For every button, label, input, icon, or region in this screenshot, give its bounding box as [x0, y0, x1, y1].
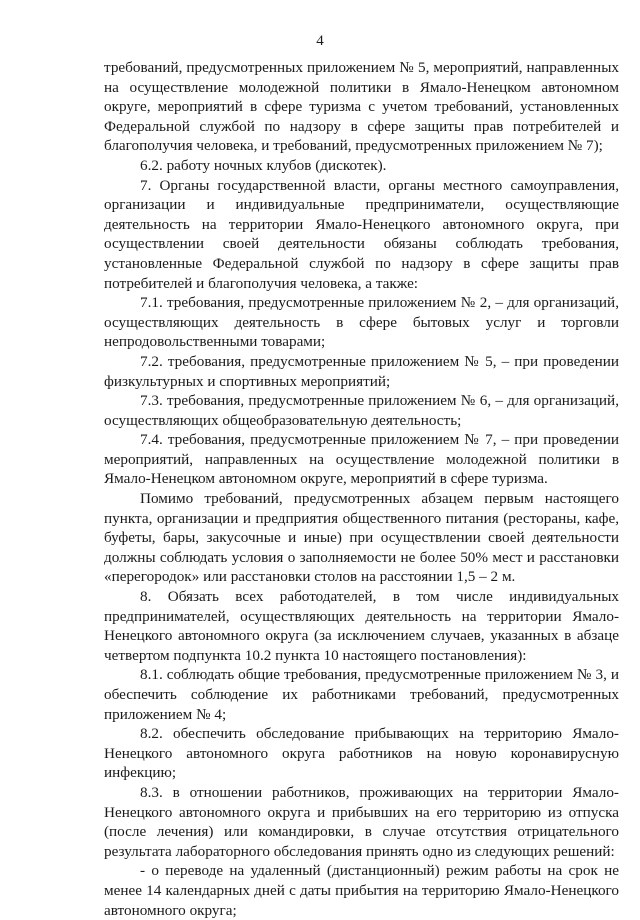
- paragraph-8-3-option-remote: - о переводе на удаленный (дистанционный) режим работы на срок не менее 14 календарных дней с даты прибытия на территорию Ямало-Ненецкого автономного округа;: [104, 862, 619, 919]
- paragraph-6-2: 6.2. работу ночных клубов (дискотек).: [140, 156, 387, 174]
- paragraph-8-1: 8.1. соблюдать общие требования, предусмотренные приложением № 3, и обеспечить соблюдение их работниками требований, предусмотренных приложением № 4;: [104, 666, 619, 723]
- paragraph-7: 7. Органы государственной власти, органы местного самоуправления, организации и индивидуальные предприниматели, осуществляющие деятельность на территории Ямало-Ненецкого автономного округа, при осуществлении своей деятельности обязаны соблюдать требования, установленные Федеральной службой по надзору в сфере защиты прав потребителей и благополучия человека, а также:: [104, 176, 619, 292]
- document-body: [104, 58, 619, 920]
- paragraph-8-2: 8.2. обеспечить обследование прибывающих на территорию Ямало-Ненецкого автономного округа работников на новую коронавирусную инфекцию;: [104, 725, 619, 782]
- paragraph-8: 8. Обязать всех работодателей, в том числе индивидуальных предпринимателей, осуществляющих деятельность на территории Ямало-Ненецкого автономного округа (за исключением случаев, указанных в абзаце четвертом подпункта 10.2 пункта 10 настоящего постановления):: [104, 588, 619, 664]
- paragraph-7-2: 7.2. требования, предусмотренные приложением № 5, – при проведении физкультурных и спортивных мероприятий;: [104, 352, 619, 390]
- paragraph-continuation: требований, предусмотренных приложением № 5, мероприятий, направленных на осуществление молодежной политики в Ямало-Ненецком автономном округе, мероприятий в сфере туризма с учетом требований, установленных Федеральной службой по надзору в сфере защиты прав потребителей и благополучия человека, и требований, предусмотренных приложением № 7);: [104, 59, 619, 155]
- paragraph-catering: Помимо требований, предусмотренных абзацем первым настоящего пункта, организации и предприятия общественного питания (рестораны, кафе, буфеты, бары, закусочные и иные) при осуществлении своей деятельности должны соблюдать условия о заполняемости не более 50% мест и расстановки «перегородок» или расстановки столов на расстоянии 1,5 – 2 м.: [104, 490, 619, 586]
- paragraph-7-3: 7.3. требования, предусмотренные приложением № 6, – для организаций, осуществляющих общеобразовательную деятельность;: [104, 392, 619, 429]
- paragraph-7-1: 7.1. требования, предусмотренные приложением № 2, – для организаций, осуществляющих деятельность в сфере бытовых услуг и торговли непродовольственными товарами;: [104, 294, 619, 351]
- page-number: 4: [316, 33, 324, 49]
- paragraph-7-4: 7.4. требования, предусмотренные приложением № 7, – при проведении мероприятий, направленных на осуществление молодежной политики в Ямало-Ненецком автономном округе, мероприятий в сфере туризма.: [104, 431, 619, 488]
- paragraph-8-3: 8.3. в отношении работников, проживающих на территории Ямало-Ненецкого автономного округа и прибывших на его территорию из отпуска (после лечения) или командировки, в случае отсутствия отрицательного результата лабораторного обследования принять одно из следующих решений:: [104, 783, 619, 860]
